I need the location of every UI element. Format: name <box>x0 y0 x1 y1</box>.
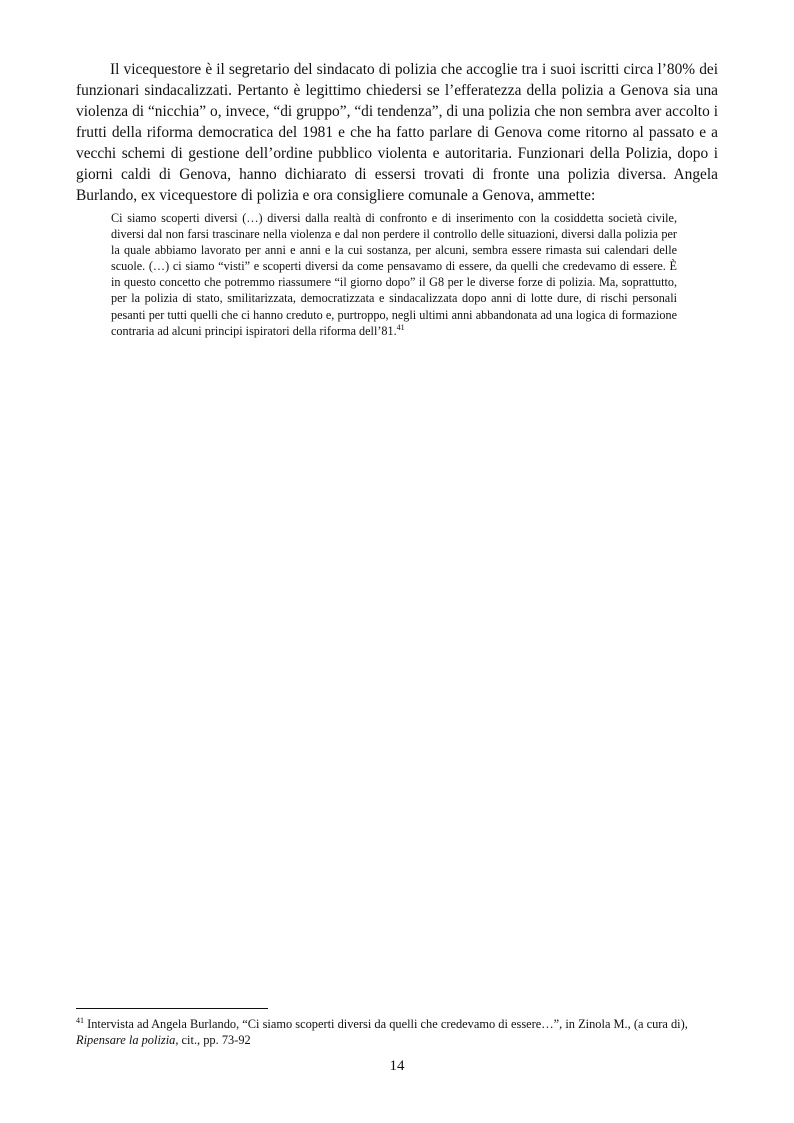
page-number: 14 <box>389 1058 405 1074</box>
body-paragraph: Il vicequestore è il segretario del sindacato di polizia che accoglie tra i suoi iscritti circa l’80% dei funzionari sindacalizzati. Pertanto è legittimo chiedersi se l’efferatezza della polizia a Genova sia una violenza di “nicchia” o, invece, “di gruppo”, “di tendenza”, di una polizia che non sembra aver accolto i frutti della riforma democratica del 1981 e che ha fatto parlare di Genova come ritorno al passato e a vecchi schemi di gestione dell’ordine pubblico violenta e autoritaria. Funzionari della Polizia, dopo i giorni caldi di Genova, hanno dichiarato di essersi trovati di fronte una polizia diversa. Angela Burlando, ex vicequestore di polizia e ora consigliere comunale a Genova, ammette: <box>76 61 718 204</box>
footnote-number: 41 <box>76 1015 84 1025</box>
block-quote-text: Ci siamo scoperti diversi (…) diversi dalla realtà di confronto e di inserimento con la cosiddetta società civile, diversi dal non farsi trascinare nella violenza e dal non perdere il controllo delle situazioni, diversi dalla polizia per la quale abbiamo lavorato per anni e anni e la cui sostanza, per alcuni, sembra essere rimasta sui calendari delle scuole. (…) ci siamo “visti” e scoperti diversi da come pensavamo di essere, da quelli che credevamo di essere. È in questo concetto che potremmo riassumere “il giorno dopo” il G8 per le diverse forze di polizia. Ma, soprattutto, per la polizia di stato, smilitarizzata, democratizzata e sindacalizzata dopo anni di lotte dure, di rischi personali pesanti per tutti quelli che ci hanno creduto e, purtroppo, negli ultimi anni abbandonata ad una logica di formazione contraria ad alcuni principi ispiratori della riforma dell’81. <box>111 211 677 338</box>
footnote-title: Ripensare la polizia <box>76 1033 176 1048</box>
block-quote <box>111 210 677 339</box>
footnote-separator <box>76 1008 268 1009</box>
footnote-text-after: , cit., pp. 73-92 <box>175 1033 251 1048</box>
footnote <box>76 1016 718 1048</box>
footnote-reference[interactable]: 41 <box>396 322 405 332</box>
footnote-text-before: Intervista ad Angela Burlando, “Ci siamo scoperti diversi da quelli che credevamo di essere…”, in Zinola M., (a cura di), <box>84 1017 688 1031</box>
